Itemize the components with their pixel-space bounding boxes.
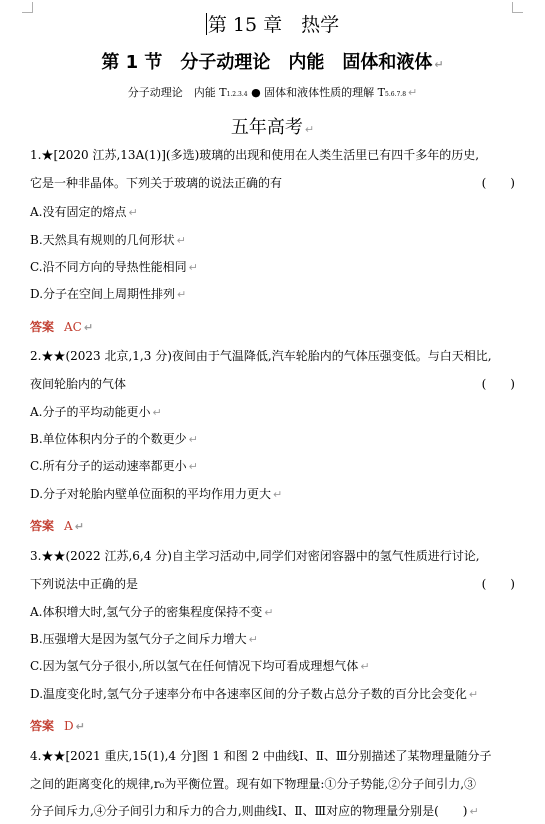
answer-line: 答案 AC ↵ — [30, 320, 94, 334]
option: B.压强增大是因为氢气分子之间斥力增大 ↵ — [30, 632, 258, 646]
question-4-line1: 4.★★[2021 重庆,15(1),4 分]图 1 和图 2 中曲线Ⅰ、Ⅱ、Ⅲ分别描述了某物理量随分子 — [30, 749, 492, 763]
question-4-line3: 分子间斥力,④分子间引力和斥力的合力,则曲线Ⅰ、Ⅱ、Ⅲ对应的物理量分别是( ) ↵ — [30, 804, 479, 818]
section-subtitle: 分子动理论 内能 T1.2.3.4 ● 固体和液体性质的理解 T5.6.7.8 ↵ — [127, 86, 418, 99]
question-1-line1: 1.★[2020 江苏,13A(1)](多选)玻璃的出现和使用在人类生活里已有四千多年的历史, — [30, 148, 480, 162]
question-1-line2: 它是一种非晶体。下列关于玻璃的说法正确的有 — [30, 176, 283, 190]
chapter-title: 第 15 章 热学 — [207, 14, 340, 36]
option: D.温度变化时,氢气分子速率分布中各速率区间的分子数占总分子数的百分比会变化 ↵ — [30, 687, 479, 701]
text-cursor — [206, 13, 207, 35]
option: D.分子在空间上周期性排列 ↵ — [30, 287, 187, 301]
option: C.沿不同方向的导热性能相同 ↵ — [30, 260, 198, 274]
option: A.分子的平均动能更小 ↵ — [30, 405, 162, 419]
question-3-line1: 3.★★(2022 江苏,6,4 分)自主学习活动中,同学们对密闭容器中的氢气性质进行讨论, — [30, 549, 480, 563]
option: A.体积增大时,氢气分子的密集程度保持不变 ↵ — [30, 605, 274, 619]
option: B.天然具有规则的几何形状 ↵ — [30, 233, 186, 247]
question-3-line2: 下列说法中正确的是 — [30, 577, 139, 591]
option: C.因为氢气分子很小,所以氢气在任何情况下均可看成理想气体 ↵ — [30, 659, 370, 673]
answer-line: 答案 A ↵ — [30, 519, 84, 533]
answer-paren: ( ) — [481, 377, 515, 391]
option: C.所有分子的运动速率都更小 ↵ — [30, 459, 198, 473]
section-title: 第 1 节 分子动理论 内能 固体和液体 ↵ — [101, 52, 444, 73]
question-2-line1: 2.★★(2023 北京,1,3 分)夜间由于气温降低,汽车轮胎内的气体压强变低。与白天相比, — [30, 349, 492, 363]
option: B.单位体积内分子的个数更少 ↵ — [30, 432, 198, 446]
answer-paren: ( ) — [481, 176, 515, 190]
answer-line: 答案 D ↵ — [30, 719, 85, 733]
question-4-line2: 之间的距离变化的规律,r₀为平衡位置。现有如下物理量:①分子势能,②分子间引力,③ — [30, 777, 477, 791]
exam-heading: 五年高考 ↵ — [230, 117, 315, 138]
option: A.没有固定的熔点 ↵ — [30, 205, 138, 219]
option: D.分子对轮胎内壁单位面积的平均作用力更大 ↵ — [30, 487, 283, 501]
question-2-line2: 夜间轮胎内的气体 — [30, 377, 127, 391]
answer-paren: ( ) — [481, 577, 515, 591]
